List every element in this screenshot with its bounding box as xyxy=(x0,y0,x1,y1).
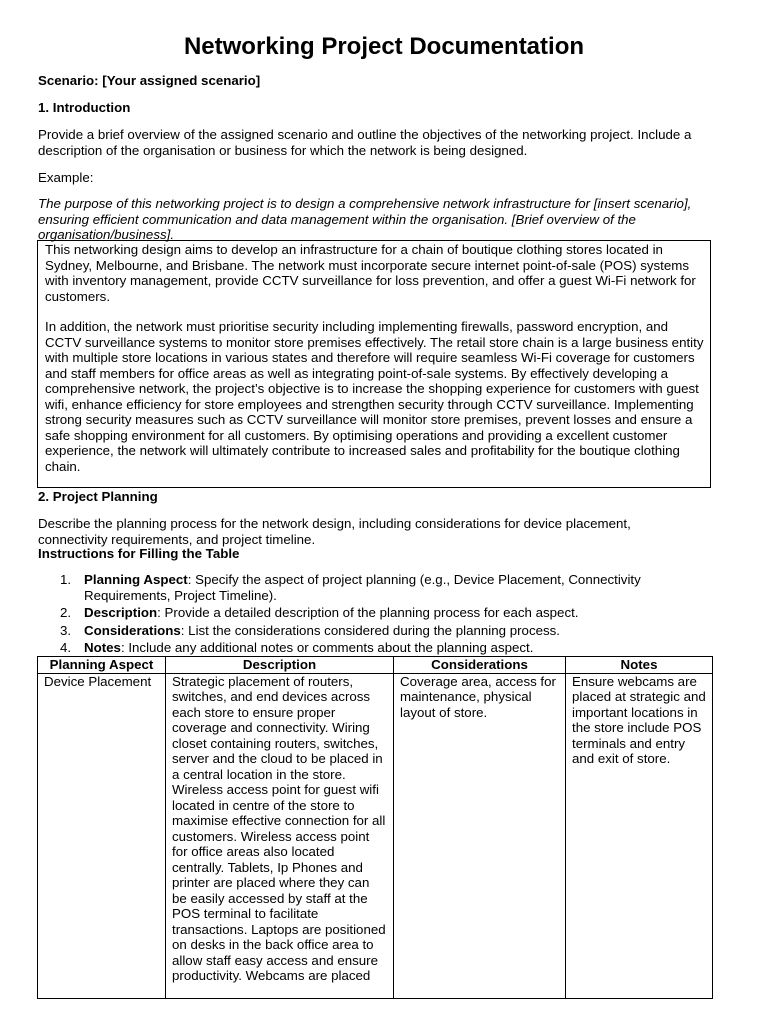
answer-paragraph-2: In addition, the network must prioritise security including implementing firewalls, password encryption, and CCTV surveillance systems to monitor store premises effectively. The retail store chain is a large business entity with multiple store locations in various states and therefore will require seamless Wi-Fi coverage for customers and staff members for office areas as well as integrating point-of-sale systems. By effectively developing a comprehensive network, the project’s objective is to increase the shopping experience for customers with guest wifi, enhance efficiency for store employees and strengthen security through CCTV surveillance. Implementing strong security measures such as CCTV surveillance will monitor store premises, prevent losses and ensure a safe shopping environment for all customers. By optimising operations and providing a excellent customer experience, the network will ultimately contribute to increased sales and profitability for the boutique clothing chain. xyxy=(45,319,704,474)
scenario-line: Scenario: [Your assigned scenario] xyxy=(38,73,261,88)
instructions-list xyxy=(38,572,718,658)
document-title: Networking Project Documentation xyxy=(183,33,585,60)
instruction-item xyxy=(38,640,718,656)
example-text: The purpose of this networking project is to design a comprehensive network infrastructure for [insert scenario], ensuring efficient communication and data management within the organisation. [Brief overview of the organisation/business]. xyxy=(38,196,692,242)
introduction-heading: 1. Introduction xyxy=(38,100,131,115)
example-label: Example: xyxy=(38,170,94,185)
column-header-considerations: Considerations xyxy=(394,657,566,674)
column-header-planning-aspect: Planning Aspect xyxy=(38,657,166,674)
column-header-notes: Notes xyxy=(566,657,713,674)
instruction-term: Considerations xyxy=(84,622,181,638)
planning-table xyxy=(37,656,713,999)
cell-description[interactable]: Strategic placement of routers, switches, and end devices across each store to ensure proper coverage and connectivity. Wiring closet containing routers, switches, server and the cloud to be placed in a central location in the store. Wireless access point for guest wifi located in centre of the store to maximise effective connection for all customers. Wireless access point for office areas also located centrally. Tablets, Ip Phones and printer are placed where they can be easily accessed by staff at the POS terminal to facilitate transactions. Laptops are positioned on desks in the back office area to allow staff easy access and ensure productivity. Webcams are placed xyxy=(166,673,394,998)
table-header-row xyxy=(38,657,713,674)
instruction-term: Description xyxy=(84,605,158,620)
instruction-item xyxy=(38,623,718,639)
introduction-answer-box[interactable] xyxy=(37,240,711,488)
instruction-term: Notes xyxy=(84,640,121,655)
instruction-item xyxy=(38,605,718,621)
column-header-description: Description xyxy=(166,657,394,674)
instruction-number: 3. xyxy=(60,622,72,638)
instruction-number: 1. xyxy=(60,572,72,587)
instruction-number: 4. xyxy=(60,640,72,655)
project-planning-prompt: Describe the planning process for the network design, including considerations for device placement, connectivity requirements, and project timeline. xyxy=(38,516,631,547)
cell-planning-aspect[interactable]: Device Placement xyxy=(38,673,166,998)
instruction-text: : Provide a detailed description of the planning process for each aspect. xyxy=(157,605,579,620)
instruction-text: : Specify the aspect of project planning (e.g., Device Placement, Connectivity Requirements, Project Timeline). xyxy=(84,572,641,603)
instruction-text: : List the considerations considered during the planning process. xyxy=(180,622,560,638)
answer-paragraph-1: This networking design aims to develop an infrastructure for a chain of boutique clothing stores located in Sydney, Melbourne, and Brisbane. The network must incorporate secure internet point-of-sale (POS) systems with inventory management, provide CCTV surveillance for loss prevention, and offer a guest Wi-Fi network for customers. xyxy=(45,242,696,304)
instruction-number: 2. xyxy=(60,605,72,620)
instruction-term: Planning Aspect xyxy=(84,572,188,587)
instructions-heading: Instructions for Filling the Table xyxy=(38,546,240,561)
instruction-text: : Include any additional notes or comments about the planning aspect. xyxy=(120,640,534,655)
instruction-item xyxy=(38,572,718,603)
cell-considerations[interactable]: Coverage area, access for maintenance, physical layout of store. xyxy=(394,673,566,998)
introduction-prompt: Provide a brief overview of the assigned scenario and outline the objectives of the networking project. Include a description of the organisation or business for which the network is being designed. xyxy=(38,127,692,158)
table-row xyxy=(38,673,713,998)
project-planning-heading: 2. Project Planning xyxy=(38,489,158,504)
cell-notes[interactable]: Ensure webcams are placed at strategic and important locations in the store include POS terminals and entry and exit of store. xyxy=(566,673,713,998)
